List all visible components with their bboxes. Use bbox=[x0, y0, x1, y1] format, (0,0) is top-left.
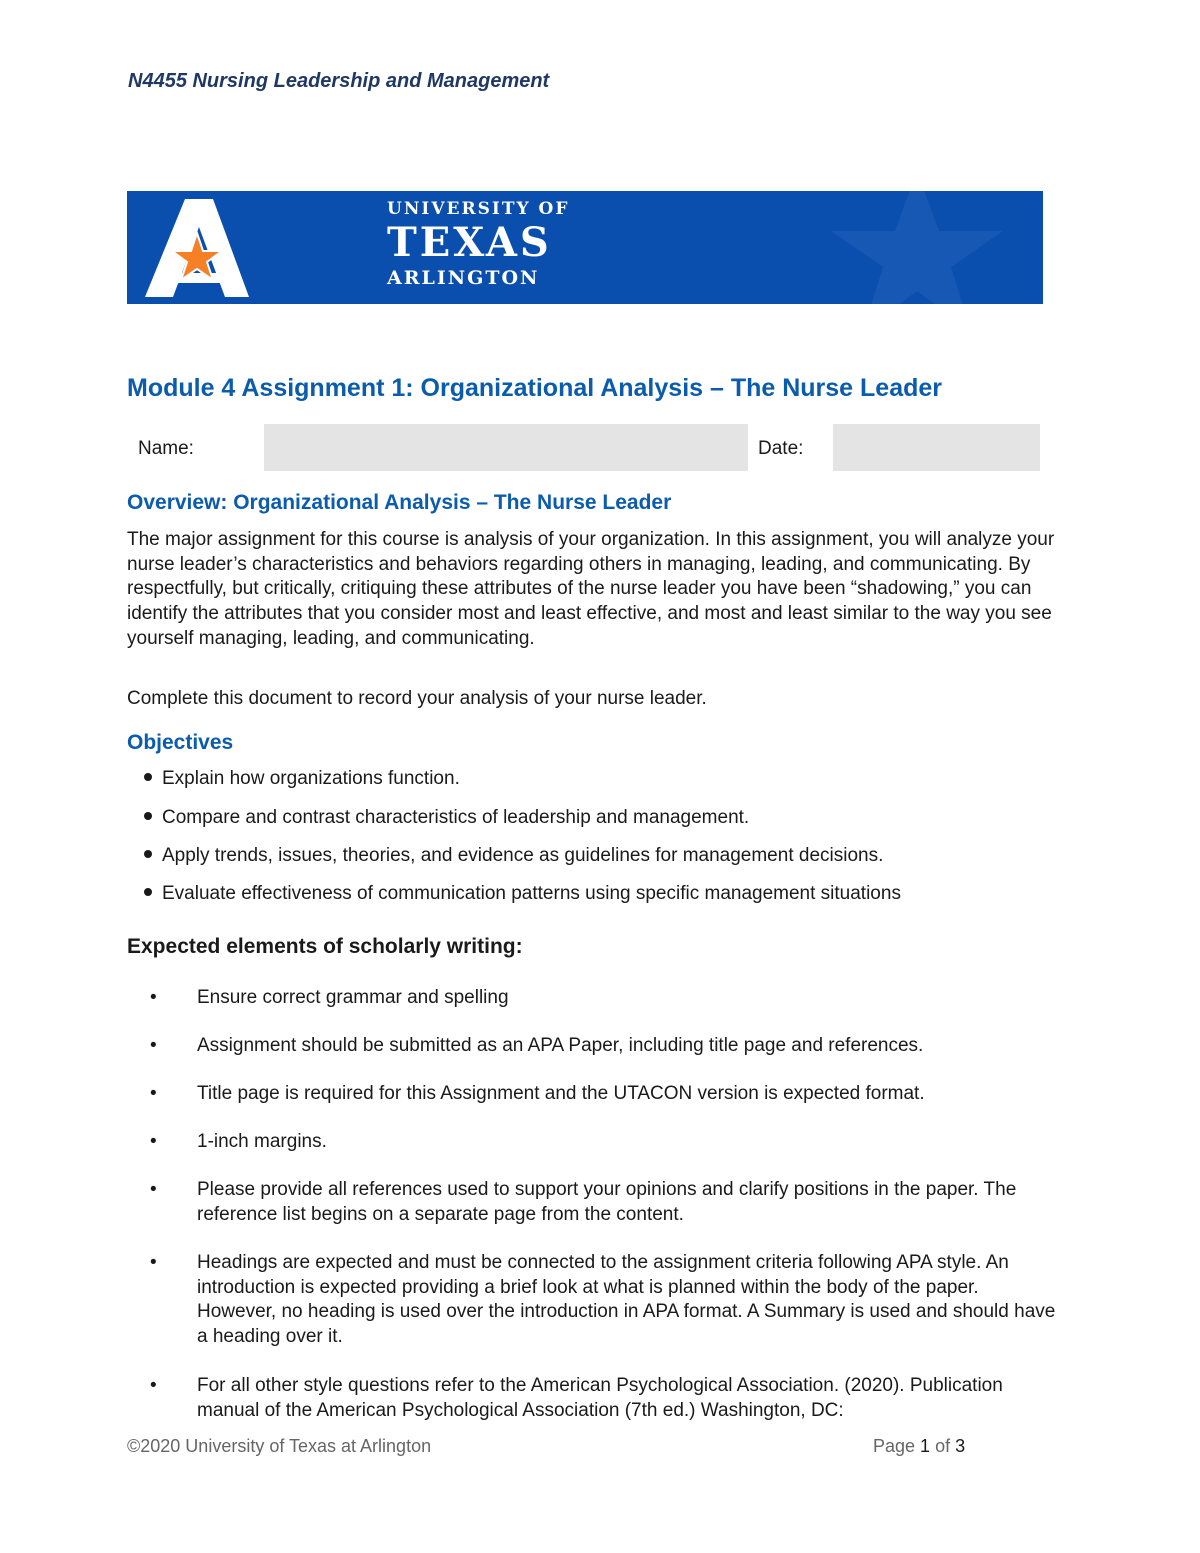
course-header-title: N4455 Nursing Leadership and Management bbox=[128, 70, 550, 92]
page-of: of bbox=[930, 1436, 956, 1456]
overview-instruction: Complete this document to record your analysis of your nurse leader. bbox=[127, 688, 707, 709]
bullet-icon: • bbox=[150, 1252, 157, 1273]
objective-text: Explain how organizations function. bbox=[162, 768, 460, 789]
list-item bbox=[150, 1374, 1060, 1426]
list-item bbox=[150, 1130, 1060, 1156]
date-label: Date: bbox=[758, 438, 804, 459]
list-item-text: For all other style questions refer to the American Psychological Association. (2020). Publication manual of the American Psychological Association (7th ed.) Washington, DC: bbox=[197, 1375, 1003, 1421]
banner-arlington: ARLINGTON bbox=[387, 267, 540, 289]
bullet-icon bbox=[144, 850, 152, 858]
list-item bbox=[150, 1082, 1060, 1108]
bullet-icon bbox=[144, 773, 152, 781]
expected-heading-colon: : bbox=[515, 935, 523, 958]
list-item-text: Please provide all references used to support your opinions and clarify positions in the paper. The reference list begins on a separate page from the content. bbox=[197, 1179, 1017, 1225]
footer-copyright: ©2020 University of Texas at Arlington bbox=[127, 1436, 432, 1456]
objectives-heading: Objectives bbox=[127, 731, 234, 754]
banner-university-of: UNIVERSITY OF bbox=[387, 199, 570, 219]
bullet-icon: • bbox=[150, 1083, 157, 1104]
list-item-text: Title page is required for this Assignment and the UTACON version is expected format. bbox=[197, 1083, 925, 1104]
bullet-icon: • bbox=[150, 1131, 157, 1152]
name-field[interactable] bbox=[264, 424, 748, 471]
bullet-icon bbox=[144, 812, 152, 820]
university-logo-graphic bbox=[127, 191, 1043, 304]
list-item-text: 1-inch margins. bbox=[197, 1131, 327, 1152]
objective-item bbox=[144, 768, 460, 790]
objective-item bbox=[144, 845, 883, 867]
list-item-text: Ensure correct grammar and spelling bbox=[197, 987, 509, 1008]
objective-text: Evaluate effectiveness of communication patterns using specific management situations bbox=[162, 883, 901, 904]
list-item-text: Assignment should be submitted as an APA Paper, including title page and references. bbox=[197, 1035, 924, 1056]
name-label: Name: bbox=[138, 438, 194, 459]
bullet-icon: • bbox=[150, 1179, 157, 1200]
list-item bbox=[150, 1034, 1060, 1060]
university-banner bbox=[127, 191, 1043, 304]
expected-elements-heading bbox=[127, 935, 523, 959]
bullet-icon: • bbox=[150, 1375, 157, 1396]
list-item bbox=[150, 986, 1060, 1012]
bullet-icon: • bbox=[150, 987, 157, 1008]
footer-page-number bbox=[873, 1436, 965, 1457]
page-title: Module 4 Assignment 1: Organizational Analysis – The Nurse Leader bbox=[127, 374, 943, 402]
expected-heading-text: Expected elements of scholarly writing bbox=[127, 935, 516, 958]
objective-item bbox=[144, 807, 749, 829]
objective-item bbox=[144, 883, 901, 905]
background-star-icon bbox=[831, 191, 1003, 304]
objective-text: Apply trends, issues, theories, and evidence as guidelines for management decisions. bbox=[162, 845, 884, 866]
banner-texas: TEXAS bbox=[387, 219, 552, 266]
date-field[interactable] bbox=[833, 424, 1040, 471]
page-total: 3 bbox=[955, 1436, 966, 1456]
overview-paragraph: The major assignment for this course is analysis of your organization. In this assignment, you will analyze your nurse leader’s characteristics and behaviors regarding others in managing, leading, and communicating. By respectfully, but critically, critiquing these attributes of the nurse leader you have been “shadowing,” you can identify the attributes that you consider most and least effective, and most and least similar to the way you see yourself managing, leading, and communicating. bbox=[127, 529, 1055, 649]
bullet-icon bbox=[144, 888, 152, 896]
page-current: 1 bbox=[920, 1436, 931, 1456]
page-prefix: Page bbox=[873, 1436, 921, 1456]
overview-heading: Overview: Organizational Analysis – The Nurse Leader bbox=[127, 491, 672, 514]
objective-text: Compare and contrast characteristics of leadership and management. bbox=[162, 807, 750, 828]
list-item bbox=[150, 1178, 1060, 1230]
list-item bbox=[150, 1251, 1060, 1351]
list-item-text: Headings are expected and must be connected to the assignment criteria following APA style. An introduction is expected providing a brief look at what is planned within the body of the paper. However, no heading is used over the introduction in APA format. A Summary is used and should have a heading over it. bbox=[197, 1252, 1056, 1348]
bullet-icon: • bbox=[150, 1035, 157, 1056]
